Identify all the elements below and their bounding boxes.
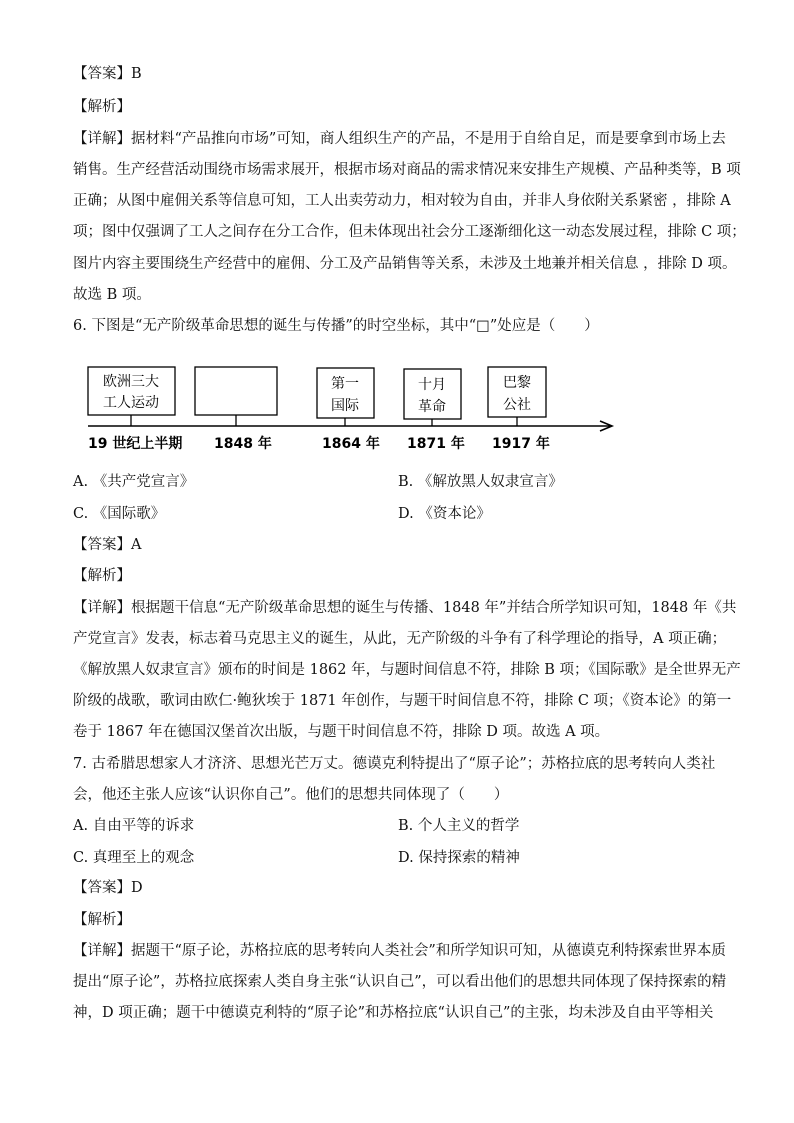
answer-label: 【答案】A (73, 537, 142, 553)
detail-text-line: 项；图中仅强调了工人之间存在分工合作，但未体现出社会分工逐渐细化这一动态发展过程，排除 C 项； (73, 224, 746, 240)
timeline-box (404, 369, 461, 419)
timeline-box (88, 367, 175, 415)
detail-text-line: 神，D 项正确；题干中德谟克利特的“原子论”和苏格拉底“认识自己”的主张，均未涉及自由平等相关 (73, 1005, 714, 1021)
timeline-box-text: 第一 (331, 376, 359, 392)
timeline-diagram (0, 355, 794, 460)
q7-option-c: C. 真理至上的观念 (73, 850, 195, 866)
question-7-stem: 7. 古希腊思想家人才济济、思想光芒万丈。德谟克利特提出了“原子论”；苏格拉底的思考转向人类社 (73, 756, 716, 772)
timeline-box-text: 工人运动 (103, 395, 159, 411)
detail-text-line: 【详解】据材料“产品推向市场”可知，商人组织生产的产品，不是用于自给自足，而是要拿到市场上去 (73, 131, 726, 147)
detail-text-line: 销售。生产经营活动围绕市场需求展开，根据市场对商品的需求情况来安排生产规模、产品种类等，B 项 (73, 162, 741, 178)
detail-text-line: 【详解】据题干“原子论，苏格拉底的思考转向人类社会”和所学知识可知，从德谟克利特探索世界本质 (73, 943, 726, 959)
detail-text-line: 产党宣言》发表，标志着马克思主义的诞生，从此，无产阶级的斗争有了科学理论的指导，A 项正确； (73, 631, 727, 647)
q6-option-a: A. 《共产党宣言》 (73, 474, 195, 490)
timeline-box (488, 367, 546, 417)
analysis-label: 【解析】 (73, 568, 131, 584)
detail-text-line: 卷于 1867 年在德国汉堡首次出版，与题干时间信息不符，排除 D 项。故选 A 项。 (73, 724, 610, 740)
q6-option-d: D. 《资本论》 (398, 506, 491, 522)
analysis-label: 【解析】 (73, 99, 131, 115)
timeline-label: 1864 年 (322, 436, 380, 452)
timeline-box-text: 欧洲三大 (103, 374, 159, 390)
timeline-label: 1871 年 (407, 436, 465, 452)
q7-option-b: B. 个人主义的哲学 (398, 818, 520, 834)
detail-text-line: 图片内容主要围绕生产经营中的雇佣、分工及产品销售等关系，未涉及土地兼并相关信息 ，排除 D 项。 (73, 256, 737, 272)
detail-text-line: 提出“原子论”，苏格拉底探索人类自身主张“认识自己”，可以看出他们的思想共同体现了保持探索的精 (73, 974, 727, 990)
detail-text-line: 【详解】根据题干信息“无产阶级革命思想的诞生与传播、1848 年”并结合所学知识可知，1848 年《共 (73, 600, 737, 616)
timeline-box (317, 368, 374, 418)
question-7-stem: 会，他还主张人应该“认识你自己”。他们的思想共同体现了（ ） (73, 787, 509, 803)
answer-label: 【答案】B (73, 66, 142, 82)
timeline-box-text: 巴黎 (503, 375, 531, 391)
detail-text-line: 《解放黑人奴隶宣言》颁布的时间是 1862 年，与题时间信息不符，排除 B 项；《国际歌》是全世界无产 (73, 662, 741, 678)
timeline-box-text: 十月 (418, 377, 446, 393)
question-6-stem: 6. 下图是“无产阶级革命思想的诞生与传播”的时空坐标，其中“□”处应是（ ） (73, 318, 599, 334)
q7-option-d: D. 保持探索的精神 (398, 850, 520, 866)
conclusion-line: 故选 B 项。 (73, 287, 151, 303)
q6-option-c: C. 《国际歌》 (73, 506, 166, 522)
detail-text-line: 正确；从图中雇佣关系等信息可知，工人出卖劳动力，相对较为自由，并非人身依附关系紧密 ，排除 A (73, 193, 731, 209)
timeline-label: 1848 年 (214, 436, 272, 452)
timeline-label: 1917 年 (492, 436, 550, 452)
q7-option-a: A. 自由平等的诉求 (73, 818, 195, 834)
timeline-box-text: 革命 (418, 399, 446, 415)
timeline-box-text: 国际 (331, 398, 359, 414)
analysis-label: 【解析】 (73, 912, 131, 928)
answer-label: 【答案】D (73, 880, 143, 896)
timeline-blank-box (195, 367, 277, 415)
q6-option-b: B. 《解放黑人奴隶宣言》 (398, 474, 563, 490)
detail-text-line: 阶级的战歌，歌词由欧仁·鲍狄埃于 1871 年创作，与题干时间信息不符，排除 C 项；《资本论》的第一 (73, 693, 732, 709)
timeline-box-text: 公社 (503, 397, 531, 413)
timeline-label: 19 世纪上半期 (88, 436, 183, 452)
